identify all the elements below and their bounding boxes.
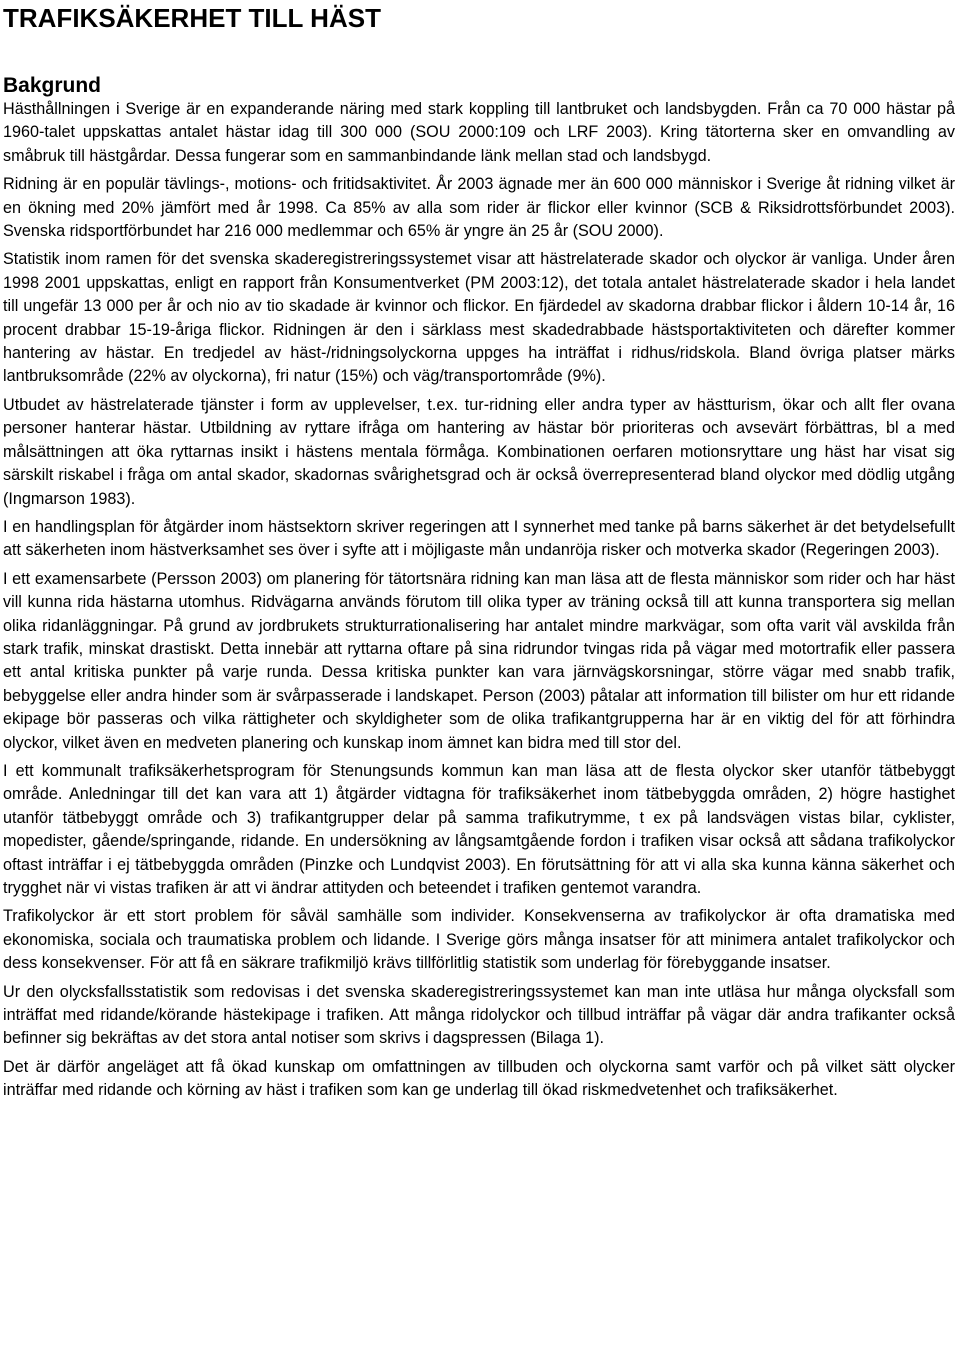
paragraph-8: Trafikolyckor är ett stort problem för såväl samhälle som individer. Konsekvenserna av trafikolyckor är ofta dramatiska med ekonomiska, sociala och traumatiska problem och lidande. I Sverige görs många insatser för att minimera antalet trafikolyckor och dess konsekvenser. För att få en säkrare trafikmiljö krävs tillförlitlig statistik som underlag för förebyggande insatser. xyxy=(3,907,955,973)
paragraph-1: Hästhållningen i Sverige är en expanderande näring med stark koppling till lantbruket och landsbygden. Från ca 70 000 hästar på 1960-talet uppskattas antalet hästar idag till 300 000 (SOU 2000:109 och LRF 2003). Kring tätorterna sker en omvandling av småbruk till hästgårdar. Dessa fungerar som en sammanbindande länk mellan stad och landsbygd. xyxy=(3,100,955,165)
paragraph-2: Ridning är en populär tävlings-, motions- och fritidsaktivitet. År 2003 ägnade mer än 600 000 människor i Sverige åt ridning vilket är en ökning med 20% jämfört med år 1998. Ca 85% av alla som rider är flickor eller kvinnor (SCB & Riksidrottsförbundet 2003). Svenska ridsportförbundet har 216 000 medlemmar och 65% är yngre än 25 år (SOU 2000). xyxy=(3,175,955,241)
paragraph-6: I ett examensarbete (Persson 2003) om planering för tätortsnära ridning kan man läsa att de flesta människor som rider och har häst vill kunna rida hästarna utomhus. Ridvägarna används förutom till olika typer av träning också till att kunna transportera sig mellan olika ridanläggningar. På grund av jordbrukets strukturrationalisering har antalet mindre markvägar, som ofta varit väl avskilda från stark trafik, minskat drastiskt. Detta innebär att ryttarna oftare på sina ridrundor tvingas rida på vägar med motortrafik eller passera ett antal kritiska punkter på varje runda. Dessa kritiska punkter kan vara järnvägskorsningar, större vägar med snabb trafik, bebyggelse eller andra hinder som är svårpasserade i landskapet. Person (2003) påtalar att information till bilister om hur ett ridande ekipage bör passeras och vilka rättigheter och skyldigheter som de olika trafikantgrupperna har är en viktig del för att förhindra olyckor, vilket även en medveten planering och kunskap inom ämnet kan bidra med till stor del. xyxy=(3,569,955,752)
document-page xyxy=(3,0,955,1108)
document-title: TRAFIKSÄKERHET TILL HÄST xyxy=(3,3,381,33)
paragraph-3: Statistik inom ramen för det svenska skaderegistreringssystemet visar att hästrelaterade skador och olyckor är vanliga. Under åren 1998 2001 uppskattas, enligt en rapport från Konsumentverket (PM 2003:12), det totala antalet hästrelaterade skador i hela landet till ungefär 13 000 per år och nio av tio skadade är kvinnor och flickor. En fjärdedel av skadorna drabbar flickor i åldern 10-14 år, 16 procent drabbar 15-19-åriga flickor. Ridningen är den i särklass mest skadedrabbade hästsportaktiviteten och därefter kommer hantering av hästar. En tredjedel av häst-/ridningsolyckorna uppges ha inträffat i ridhus/ridskola. Bland övriga platser märks lantbruksområde (22% av olyckorna), fri natur (15%) och väg/transportområde (9%). xyxy=(3,250,955,386)
body-text xyxy=(3,98,955,1103)
paragraph-9: Ur den olycksfallsstatistik som redovisas i det svenska skaderegistreringssystemet kan man inte utläsa hur många olycksfall som inträffat med ridande/körande hästekipage i trafiken. Att många ridolyckor och tillbud inträffar på vägar där andra trafikanter också befinner sig bekräftas av det stora antal notiser som skrivs i dagspressen (Bilaga 1). xyxy=(3,982,955,1048)
paragraph-10: Det är därför angeläget att få ökad kunskap om omfattningen av tillbuden och olyckorna samt varför och på vilket sätt olycker inträffar med ridande och körning av häst i trafiken som kan ge underlag till ökad riskmedvetenhet och trafiksäkerhet. xyxy=(3,1057,955,1100)
paragraph-4: Utbudet av hästrelaterade tjänster i form av upplevelser, t.ex. tur-ridning eller andra typer av hästturism, ökar och allt fler ovana personer hanterar hästar. Utbildning av ryttare ifråga om hantering av hästar bör prioriteras och avsevärt förbättras, bl a med målsättningen att öka ryttarnas insikt i hästens mentala förmåga. Kombinationen oerfaren motionsryttare ung häst har visat sig särskilt riskabel i fråga om antal skador, skadornas svårighetsgrad och är också överrepresenterad bland olyckor med dödlig utgång (Ingmarson 1983). xyxy=(3,395,955,508)
section-heading: Bakgrund xyxy=(3,74,102,97)
paragraph-5: I en handlingsplan för åtgärder inom hästsektorn skriver regeringen att I synnerhet med tanke på barns säkerhet är det betydelsefullt att säkerheten inom hästverksamhet ses över i syfte att i möjligaste mån undanröja risker och motverka skador (Regeringen 2003). xyxy=(3,517,955,560)
paragraph-7: I ett kommunalt trafiksäkerhetsprogram för Stenungsunds kommun kan man läsa att de flesta olyckor sker utanför tätbebyggt område. Anledningar till det kan vara att 1) åtgärder vidtagna för trafiksäkerhet inom tätbebyggda områden, 2) högre hastighet utanför tätbebyggt område och 3) trafikantgrupper delar på samma trafikutrymme, t ex på landsvägen vistas bilar, cyklister, mopedister, gående/springande, ridande. En undersökning av långsamtgående fordon i trafiken visar också att sådana trafikolyckor oftast inträffar i ej tätbebyggda områden (Pinzke och Lundqvist 2003). En förutsättning för att vi alla ska kunna känna säkerhet och trygghet när vi vistas trafiken är att vi ändrar attityden och beteendet i trafiken gentemot varandra. xyxy=(3,761,955,897)
